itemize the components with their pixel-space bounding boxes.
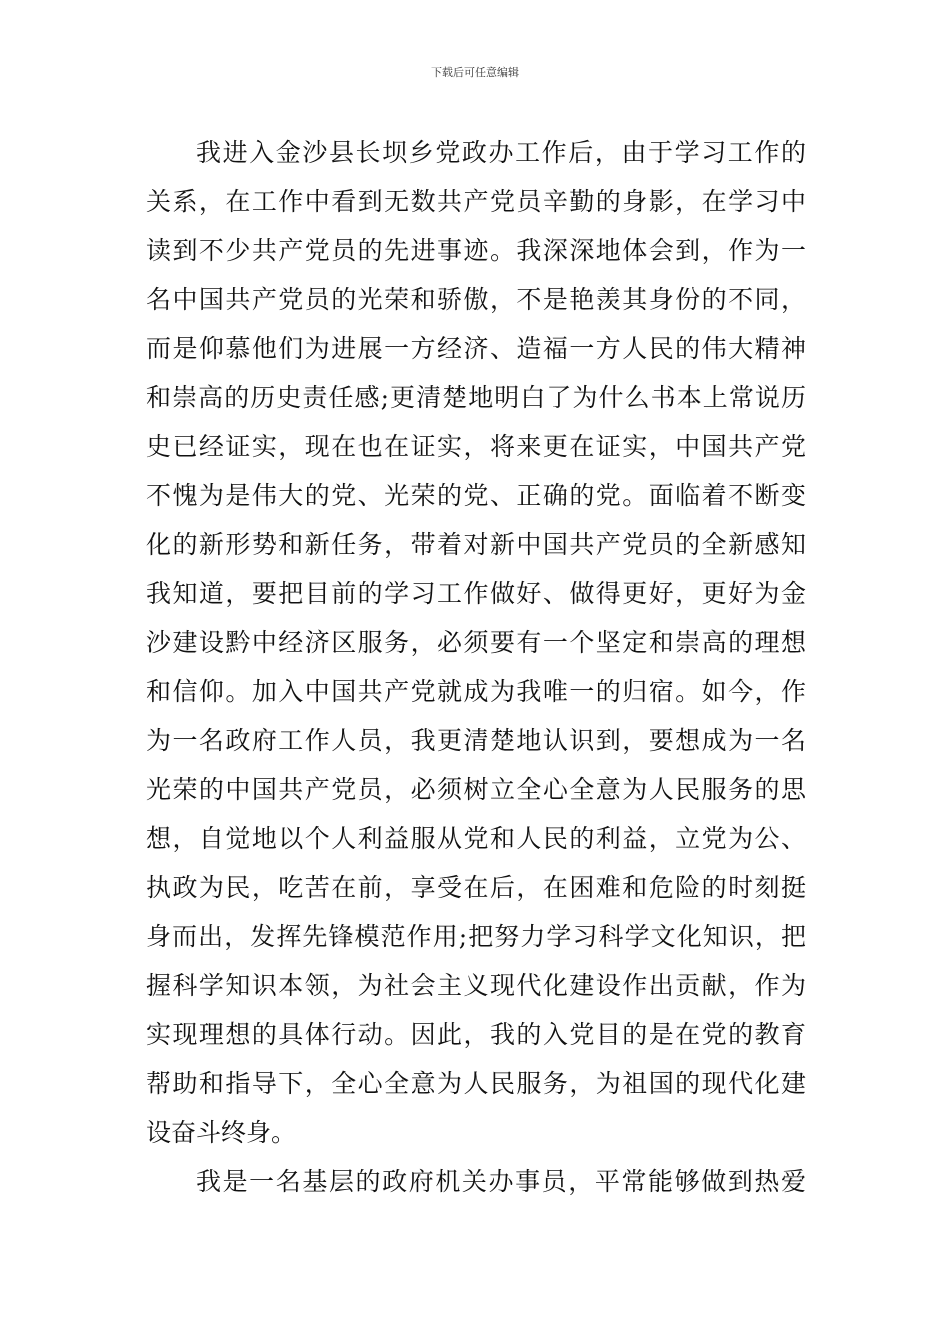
text-line-6: 和崇高的历史责任感;更清楚地明白了为什么书本上常说历 [146, 383, 806, 412]
text-line-12: 和信仰。加入中国共产党就成为我唯一的归宿。如今，作 [146, 677, 806, 706]
text-line-19: 实现理想的具体行动。因此，我的入党目的是在党的教育 [146, 1020, 806, 1049]
text-line-9: 化的新形势和新任务，带着对新中国共产党员的全新感知 [146, 530, 806, 559]
text-line-1: 我进入金沙县长坝乡党政办工作后，由于学习工作的 [196, 138, 806, 167]
document-body [146, 128, 806, 1206]
text-line-14: 光荣的中国共产党员，必须树立全心全意为人民服务的思 [146, 775, 806, 804]
text-line-3: 读到不少共产党员的先进事迹。我深深地体会到，作为一 [146, 236, 806, 265]
text-line-8: 不愧为是伟大的党、光荣的党、正确的党。面临着不断变 [146, 481, 806, 510]
text-line-5: 而是仰慕他们为进展一方经济、造福一方人民的伟大精神 [146, 334, 806, 363]
text-line-22: 我是一名基层的政府机关办事员，平常能够做到热爱 [196, 1167, 806, 1196]
text-line-4: 名中国共产党员的光荣和骄傲，不是艳羡其身份的不同， [146, 285, 806, 314]
text-line-18: 握科学知识本领，为社会主义现代化建设作出贡献，作为 [146, 971, 806, 1000]
text-line-17: 身而出，发挥先锋模范作用;把努力学习科学文化知识，把 [146, 922, 806, 951]
text-line-15: 想，自觉地以个人利益服从党和人民的利益，立党为公、 [146, 824, 806, 853]
text-line-13: 为一名政府工作人员，我更清楚地认识到，要想成为一名 [146, 726, 806, 755]
text-line-20: 帮助和指导下，全心全意为人民服务，为祖国的现代化建 [146, 1069, 806, 1098]
text-line-7: 史已经证实，现在也在证实，将来更在证实，中国共产党 [146, 432, 806, 461]
header-note: 下载后可任意编辑 [431, 66, 519, 79]
text-line-16: 执政为民，吃苦在前，享受在后，在困难和危险的时刻挺 [146, 873, 806, 902]
text-line-21: 设奋斗终身。 [146, 1118, 297, 1147]
text-line-11: 沙建设黔中经济区服务，必须要有一个坚定和崇高的理想 [146, 628, 806, 657]
text-line-10: 我知道，要把目前的学习工作做好、做得更好，更好为金 [146, 579, 806, 608]
text-line-2: 关系，在工作中看到无数共产党员辛勤的身影，在学习中 [146, 187, 806, 216]
